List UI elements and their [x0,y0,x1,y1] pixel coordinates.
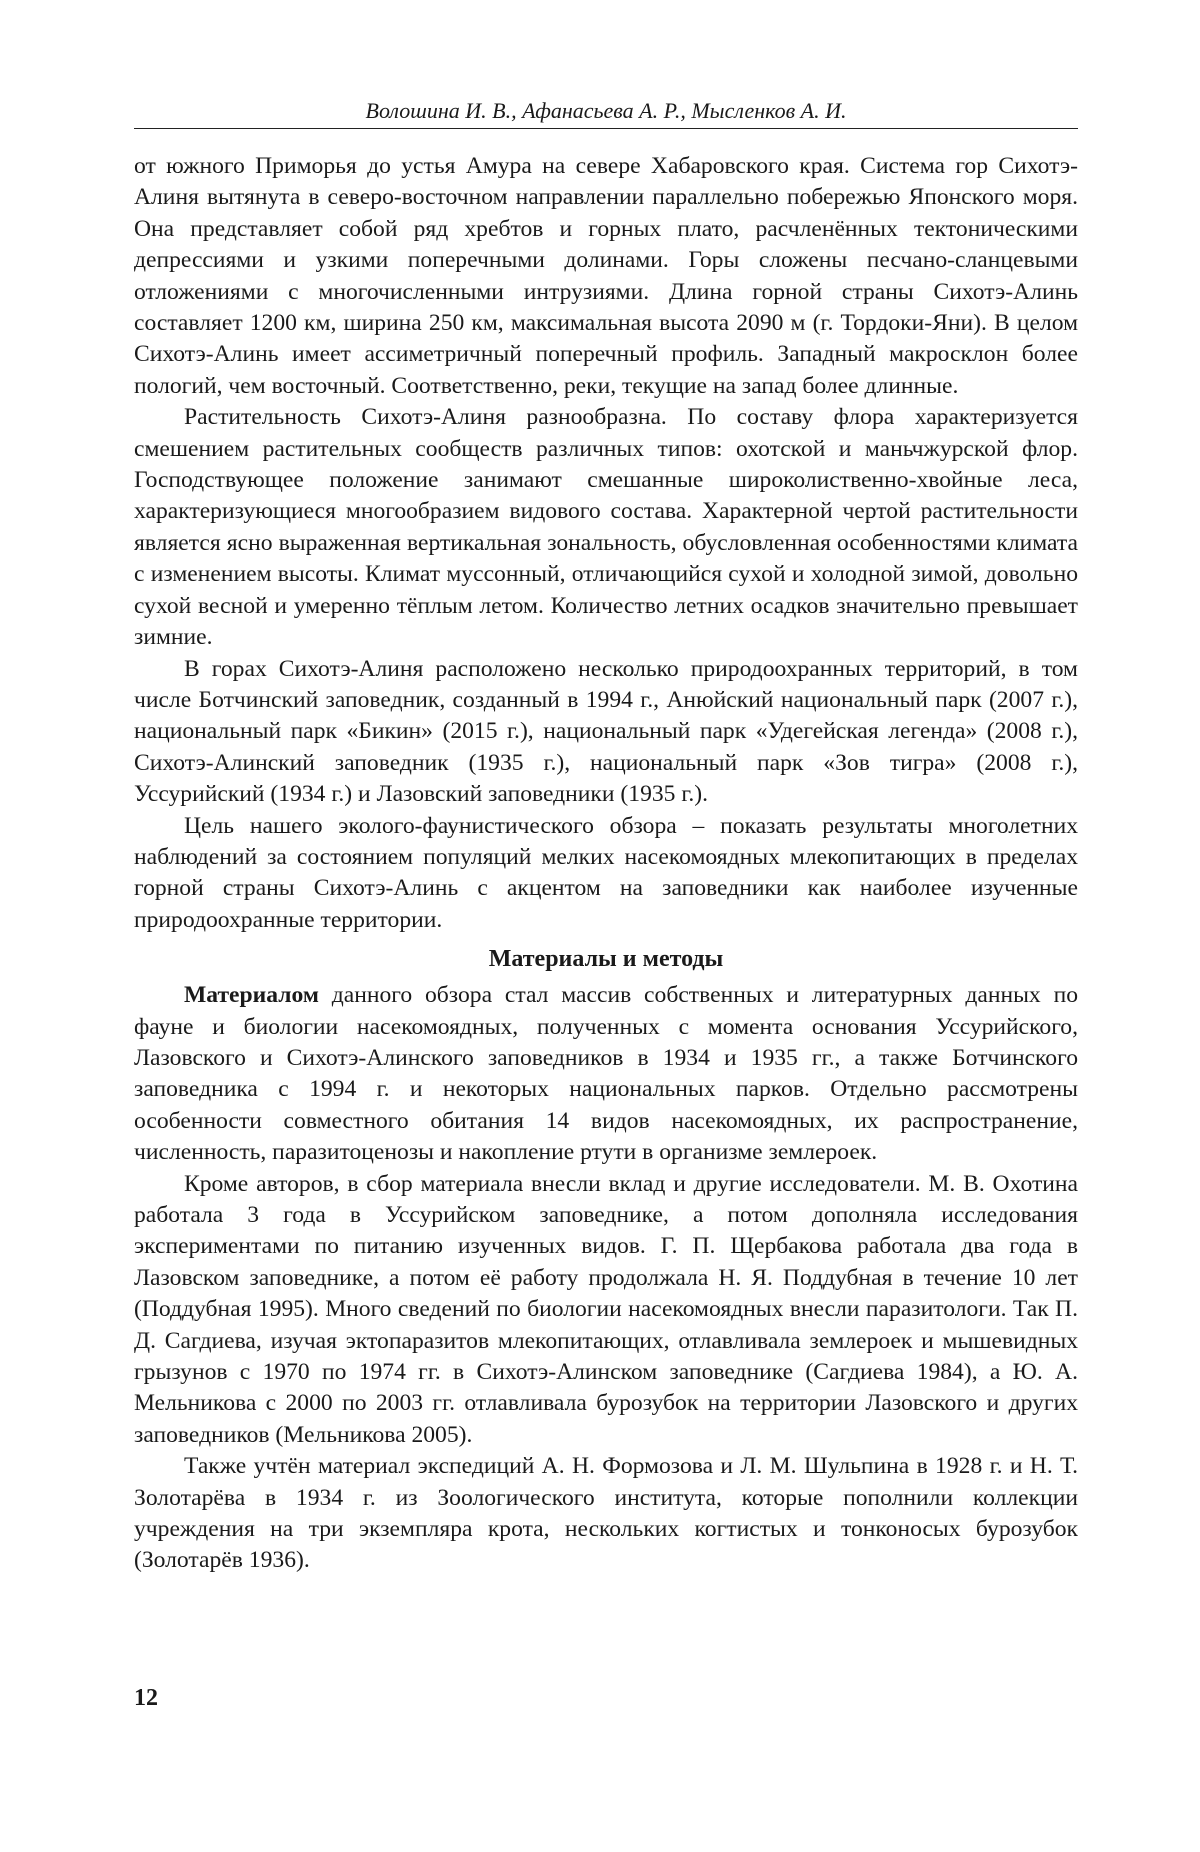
paragraph-continued: от южного Приморья до устья Амура на севере Хабаровского края. Система гор Сихотэ-Алиня вытянута в северо-восточном направлении параллельно побережью Японского моря. Она представляет собой ряд хребтов и горных плато, расчленённых тектоническими депрессиями и узкими поперечными долинами. Горы сложены песчано-сланцевыми отложениями с многочисленными интрузиями. Длина горной страны Сихотэ-Алинь составляет 1200 км, ширина 250 км, максимальная высота 2090 м (г. Тордоки-Яни). В целом Сихотэ-Алинь имеет ассиметричный поперечный профиль. Западный макросклон более пологий, чем восточный. Соответственно, реки, текущие на запад более длинные. [134,153,1078,399]
paragraph-protected-areas: В горах Сихотэ-Алиня расположено несколько природоохранных территорий, в том числе Ботчинский заповедник, созданный в 1994 г., Анюйский национальный парк (2007 г.), национальный парк «Бикин» (2015 г.), национальный парк «Удегейская легенда» (2008 г.), Сихотэ-Алинский заповедник (1935 г.), национальный парк «Зов тигра» (2008 г.), Уссурийский (1934 г.) и Лазовский заповедники (1935 г.). [134,655,1078,808]
header-rule [134,128,1078,129]
paragraph-contributors: Кроме авторов, в сбор материала внесли вклад и другие исследователи. М. В. Охотина работала 3 года в Уссурийском заповеднике, а потом дополняла исследования экспериментами по питанию изученных видов. Г. П. Щербакова работала два года в Лазовском заповеднике, а потом её работу продолжала Н. Я. Поддубная в течение 10 лет (Поддубная 1995). Много сведений по биологии насекомоядных внесли паразитологи. Так П. Д. Сагдиева, изучая эктопаразитов млекопитающих, отлавливала землероек и мышевидных грызунов с 1970 по 1974 гг. в Сихотэ-Алинском заповеднике (Сагдиева 1984), а Ю. А. Мельникова с 2000 по 2003 гг. отлавливала бурозубок на территории Лазовского и других заповедников (Мельникова 2005). [134,1170,1078,1448]
paragraph-materials-text: данного обзора стал массив собственных и литературных данных по фауне и биологии насекомоядных, полученных с момента основания Уссурийского, Лазовского и Сихотэ-Алинского заповедников в 1934 и 1935 гг., а также Ботчинского заповедника с 1994 г. и некоторых национальных парков. Отдельно рассмотрены особенности совместного обитания 14 видов насекомоядных, их распространение, численность, паразитоценозы и накопление ртути в организме землероек. [134,982,1078,1166]
page-number: 12 [134,1685,158,1711]
paragraph-expeditions: Также учтён материал экспедиций А. Н. Формозова и Л. М. Шульпина в 1928 г. и Н. Т. Золотарёва в 1934 г. из Зоологического института, которые пополнили коллекции учреждения на три экземпляра крота, нескольких когтистых и тонконосых бурозубок (Золотарёв 1936). [134,1453,1078,1574]
body-text [134,151,1078,1577]
paragraph-vegetation: Растительность Сихотэ-Алиня разнообразна. По составу флора характеризуется смешением растительных сообществ различных типов: охотской и маньчжурской флор. Господствующее положение занимают смешанные широколиственно-хвойные леса, характеризующиеся многообразием видового состава. Характерной чертой растительности является ясно выраженная вертикальная зональность, обусловленная особенностями климата с изменением высоты. Климат муссонный, отличающийся сухой и холодной зимой, довольно сухой весной и умеренно тёплым летом. Количество летних осадков значительно превышает зимние. [134,404,1078,651]
lead-word: Материалом [184,982,319,1009]
section-heading: Материалы и методы [488,946,724,973]
paragraph-materials [134,980,1078,1168]
paragraph-aim: Цель нашего эколого-фаунистического обзора – показать результаты многолетних наблюдений за состоянием популяций мелких насекомоядных млекопитающих в пределах горной страны Сихотэ-Алинь с акцентом на заповедники как наиболее изученные природоохранные территории. [134,812,1078,933]
running-header-authors: Волошина И. В., Афанасьева А. Р., Мысленков А. И. [365,98,847,123]
